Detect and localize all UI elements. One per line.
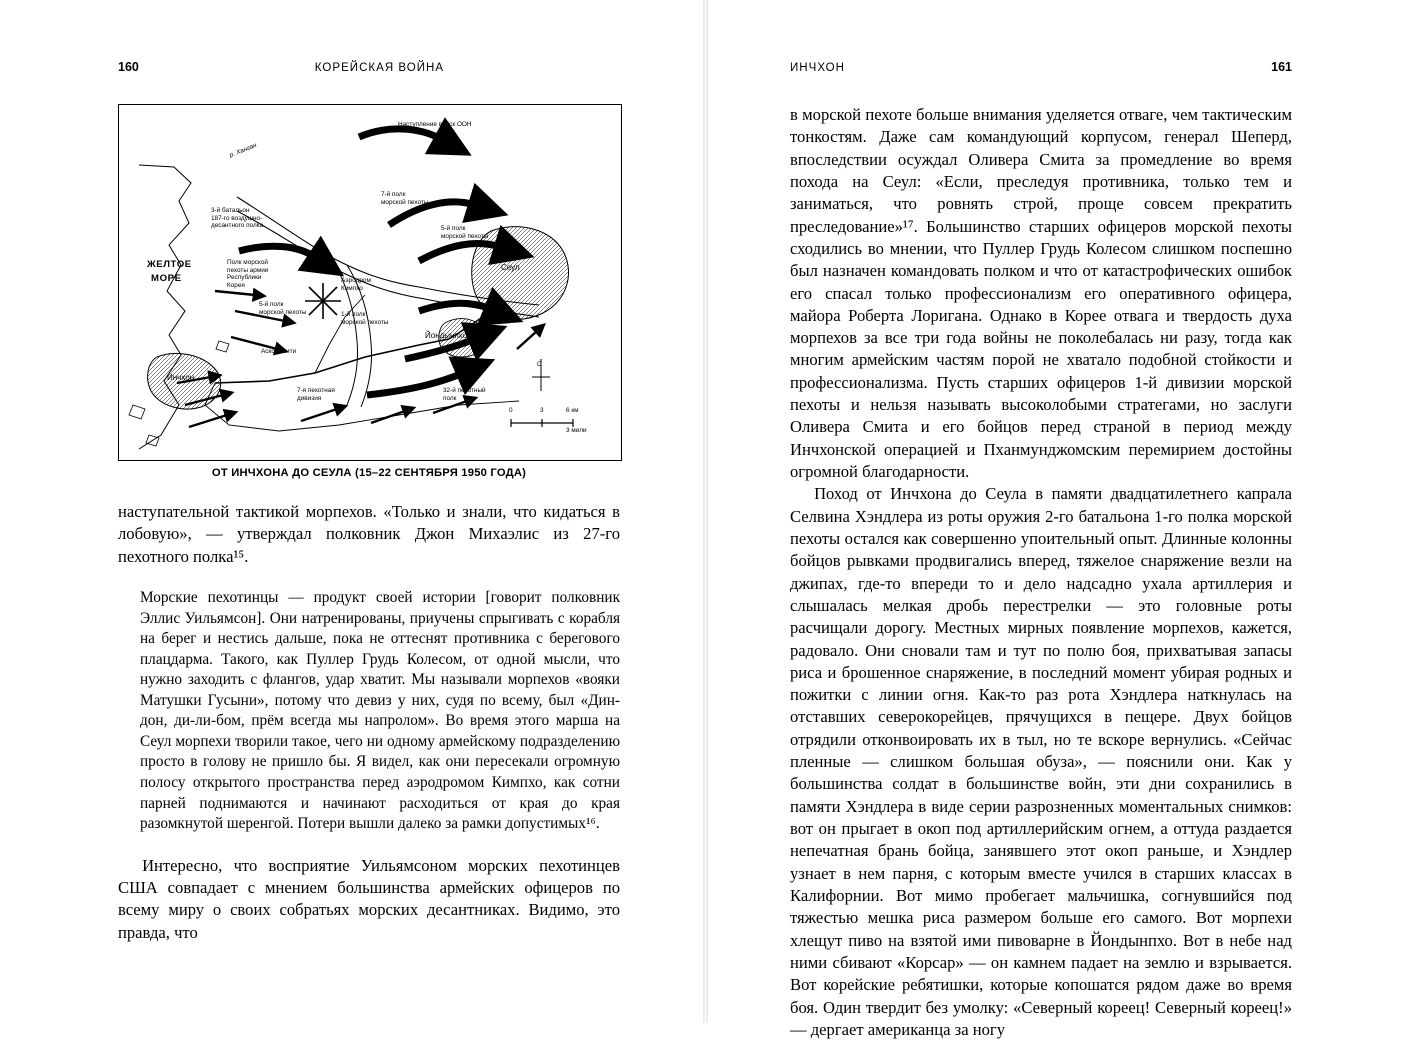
right-page xyxy=(705,0,1410,1039)
map-label-ascom-city: Аском-Сити xyxy=(261,348,297,355)
right-running-head xyxy=(790,60,1292,74)
map-label-han-river: р. Ханган xyxy=(228,141,258,160)
paragraph: Поход от Инчхона до Сеула в памяти двадцатилетнего капрала Селвина Хэндлера из роты оружия 2-го батальона 1-го полка морской пехоты остался как совершенно упоительный опыт. Длинные колонны бойцов рывками продвигались вперед, тяжелое снаряжение везли на джипах, где-то впереди то и дело надсадно ухала артиллерия и слышалась мелкая дробь перестрелки — это головные роты расчищали дорогу. Местных мирных появление морпехов, кажется, радовало. Они сновали там и тут по полю боя, прихватывая запасы риса и брошенное снаряжение, в последний момент убирая родных и пожитки с линии огня. Как-то раз рота Хэндлера наткнулась на отставших северокорейцев, прячущихся в пещере. Двух бойцов отрядили отконвоировать их в тыл, но те вскоре вернулись. «Сейчас пленные — слишком большая обуза», — пояснили они. Как у большинства солдат в большинстве войн, эти дни сохранились в памяти Хэндлера в виде серии разрозненных моментальных снимков: вот он прыгает в окоп под артиллерийским огнем, а оттуда раздается непечатная брань бойца, занявшего этот окоп раньше, и Хэндлер узнает в нем парня, с которым вместе учился в старших классах в Калифорнии. Вот мимо пробегает мальчишка, согнувшийся под тяжестью мешка риса размером больше его самого. Вот морпехи хлещут пиво на взятой ими пивоварне в Йондынпхо. Вот в небе над ними сбивают «Корсар» — он камнем падает на землю и взрывается. Вот корейские ребятишки, которые копошатся рядом даже во время боя. Один твердит без умолку: «Северный кореец! Северный кореец!» — дергает американца за ногу xyxy=(790,484,1292,1039)
right-running-title: ИНЧХОН xyxy=(790,62,845,74)
map-label-5th-marine-regiment-south: 5-й полк морской пехоты xyxy=(259,301,307,316)
map-label-32nd-infantry-regiment: 32-й пехотный полк xyxy=(443,387,486,402)
paragraph: Интересно, что восприятие Уильямсоном морских пехотинцев США совпадает с мнением большинства армейских офицеров по всему миру о своих собратьях морских десантниках. Видимо, это правда, что xyxy=(118,855,620,942)
map-label-7th-infantry-division: 7-я пехотная дивизия xyxy=(297,387,335,402)
map-scale-0: 0 xyxy=(509,407,513,414)
right-folio: 161 xyxy=(1271,60,1292,74)
map-scale-3: 3 xyxy=(540,407,544,414)
paragraph: наступательной тактикой морпехов. «Только и знали, что кидаться в лобовую», — утверждал полковник Джон Михаэлис из 27-го пехотного полка¹⁵. xyxy=(118,502,620,566)
left-page xyxy=(0,0,705,1023)
map-scale-3mi: 3 мили xyxy=(566,427,587,434)
map-label-rok-marine-regiment: Полк морской пехоты армии Республики Корея xyxy=(227,259,269,289)
figure-caption: ОТ ИНЧХОНА ДО СЕУЛА (15–22 СЕНТЯБРЯ 1950 ГОДА) xyxy=(211,467,527,479)
map-label-7th-marine-regiment: 7-й полк морской пехоты xyxy=(381,191,429,206)
map-figure xyxy=(118,104,622,461)
block-quote xyxy=(118,588,620,835)
map-label-1st-marine-regiment: 1-й полк морской пехоты xyxy=(341,311,389,326)
map-scale-6km: 6 км xyxy=(566,407,579,414)
map-label-5th-marine-regiment-north: 5-й полк морской пехоты xyxy=(441,225,489,240)
left-running-title: КОРЕЙСКАЯ ВОЙНА xyxy=(314,62,445,74)
map-label-187th-battalion: 3-й батальон 187-го воздушно- десантного полка xyxy=(211,207,264,230)
right-body-column xyxy=(790,104,1292,1041)
map-label-kimpo-airfield: Аэродром Кимпхо xyxy=(341,277,371,292)
left-body-column xyxy=(118,501,620,944)
map-label-yellow-sea-2: МОРЕ xyxy=(151,273,182,284)
left-running-head xyxy=(118,60,620,74)
paragraph: Морские пехотинцы — продукт своей истории [говорит полковник Эллис Уильямсон]. Они натренированы, приучены спрыгивать с корабля на берег и нестись дальше, пока не оттеснят противника с берегового плацдарма. Такого, как Пуллер Грудь Колесом, от одной мысли, что нужно заходить с флангов, удар хватит. Мы называли морпехов «вояки Матушки Гусыни», потому что девиз у них, судя по всему, был «Дин-дон, ди-ли-бом, прём всегда мы напролом». Во время этого марша на Сеул морпехи творили такое, чего ни одному армейскому подразделению просто в голову не пришло бы. Я видел, как они пересекали огромную полосу открытого пространства перед аэродромом Кимпхо, как сотни парней поднимаются и начинают расходиться от края до края разомкнутой шеренгой. Потери вышли далеко за рамки допустимых¹⁶. xyxy=(140,588,620,833)
map-label-yellow-sea-1: ЖЕЛТОЕ xyxy=(147,259,192,270)
map-label-yongdungpo: Йондынпхо xyxy=(425,331,468,340)
book-gutter xyxy=(703,0,708,1023)
map-label-un-advance: Наступление войск ООН xyxy=(398,121,472,128)
map-compass-north-label: С xyxy=(537,361,542,368)
paragraph: в морской пехоте больше внимания уделяется отваге, чем тактическим тонкостям. Даже сам командующий корпусом, генерал Шеперд, впоследствии осуждал Оливера Смита за промедление во время похода на Сеул: «Если, преследуя противника, только тем и заниматься, что ровнять строй, проще совсем прекратить преследование»¹⁷. Большинство старших офицеров морской пехоты сходились во мнении, что Пуллер Грудь Колесом слишком поспешно был назначен командовать полком и что от катастрофических ошибок его спасал только профессионализм его оперативного офицера, майора Роберта Лоригана. Однако в Корее отвага и твердость духа морпехов за все три года войны не поколебалась ни разу, тогда как многим армейским частям порой не хватало подобной стойкости и профессионализма. Пусть старших офицеров 1-й дивизии морской пехоты и нельзя называть высоколобыми стратегами, но заслуги Оливера Смита и его бойцов перед страной в период между Инчхонской операцией и Пханмунджомским перемирием достойны огромной благодарности. xyxy=(790,105,1292,481)
left-folio: 160 xyxy=(118,60,139,74)
map-label-seoul: Сеул xyxy=(501,263,520,272)
map-label-inchon: Инчхон xyxy=(167,373,195,382)
